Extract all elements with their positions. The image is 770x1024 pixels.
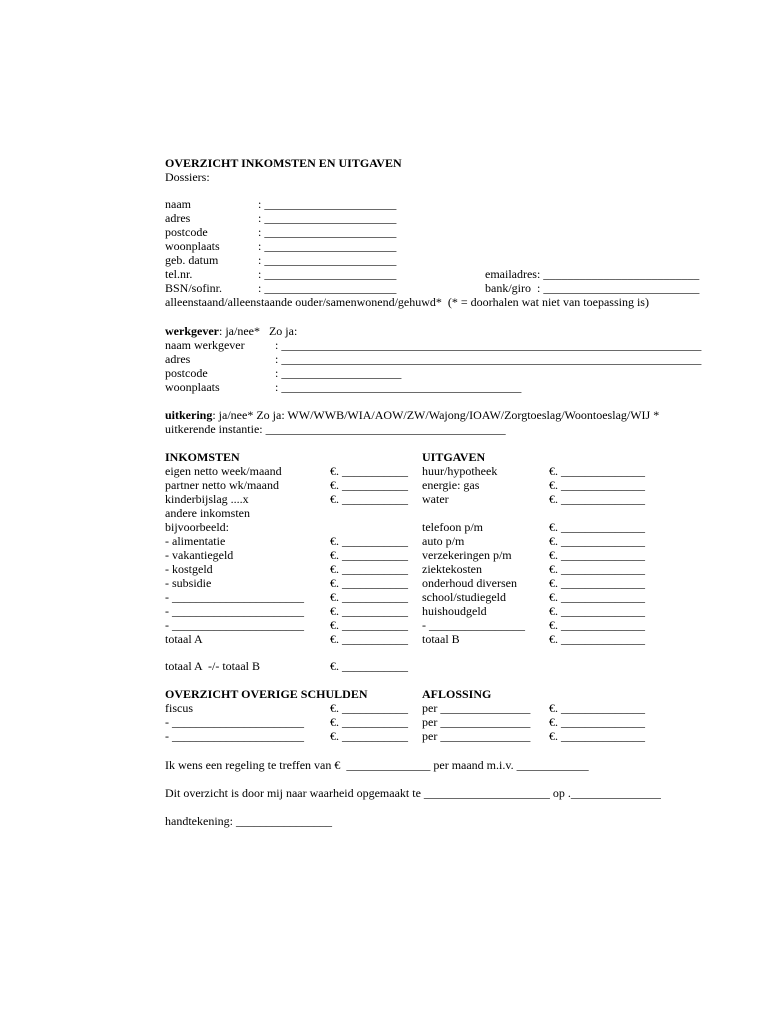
marital-status-text: alleenstaand/alleenstaande ouder/samenwonend/gehuwd* (* = doorhalen wat niet van toepassing is) — [165, 295, 649, 309]
period-field[interactable]: per _______________ — [422, 701, 531, 715]
field-label: naam — [165, 197, 191, 211]
custom-debt-field[interactable]: - ______________________ — [165, 729, 304, 743]
field-label: BSN/sofinr. — [165, 281, 223, 295]
balance-label: totaal A -/- totaal B — [165, 659, 260, 673]
city-field[interactable]: : ______________________ — [258, 239, 397, 253]
list-item: onderhoud diversen — [422, 576, 517, 590]
dossiers-label: Dossiers: — [165, 170, 210, 184]
list-item: - subsidie — [165, 576, 212, 590]
birthdate-field[interactable]: : ______________________ — [258, 253, 397, 267]
benefit-heading-line — [165, 408, 659, 422]
amount-field[interactable]: €. ___________ — [330, 534, 408, 548]
field-label: naam werkgever — [165, 338, 245, 352]
amount-field[interactable]: €. ______________ — [549, 618, 645, 632]
page-title: OVERZICHT INKOMSTEN EN UITGAVEN — [165, 156, 402, 170]
total-b-field[interactable]: €. ______________ — [549, 632, 645, 646]
benefit-heading: uitkering — [165, 408, 213, 422]
list-item: bijvoorbeeld: — [165, 520, 229, 534]
total-b-label: totaal B — [422, 632, 460, 646]
debts-heading: OVERZICHT OVERIGE SCHULDEN — [165, 687, 368, 701]
repayment-heading: AFLOSSING — [422, 687, 492, 701]
amount-field[interactable]: €. ______________ — [549, 729, 645, 743]
custom-expense-field[interactable]: - ________________ — [422, 618, 525, 632]
employer-question: : ja/nee* Zo ja: — [218, 324, 298, 338]
total-a-label: totaal A — [165, 632, 203, 646]
postcode-field[interactable]: : ______________________ — [258, 225, 397, 239]
income-heading: INKOMSTEN — [165, 450, 240, 464]
amount-field[interactable]: €. ___________ — [330, 562, 408, 576]
amount-field[interactable]: €. ___________ — [330, 478, 408, 492]
list-item: kinderbijslag ....x — [165, 492, 249, 506]
list-item: ziektekosten — [422, 562, 482, 576]
truth-statement[interactable]: Dit overzicht is door mij naar waarheid opgemaakt te _____________________ op ._______________ — [165, 786, 661, 800]
list-item: huishoudgeld — [422, 604, 487, 618]
list-item: school/studiegeld — [422, 590, 506, 604]
benefit-options: : ja/nee* Zo ja: WW/WWB/WIA/AOW/ZW/Wajong/IOAW/Zorgtoeslag/Woontoeslag/WIJ * — [212, 408, 660, 422]
address-field[interactable]: : ______________________ — [258, 211, 397, 225]
field-label: woonplaats — [165, 380, 220, 394]
custom-income-field[interactable]: - ______________________ — [165, 604, 304, 618]
amount-field[interactable]: €. ______________ — [549, 534, 645, 548]
employer-heading-line — [165, 324, 297, 338]
list-item: fiscus — [165, 701, 193, 715]
amount-field[interactable]: €. ___________ — [330, 701, 408, 715]
custom-debt-field[interactable]: - ______________________ — [165, 715, 304, 729]
phone-field[interactable]: : ______________________ — [258, 267, 397, 281]
amount-field[interactable]: €. ______________ — [549, 604, 645, 618]
list-item: verzekeringen p/m — [422, 548, 512, 562]
field-label: adres — [165, 211, 191, 225]
amount-field[interactable]: €. ______________ — [549, 576, 645, 590]
period-field[interactable]: per _______________ — [422, 715, 531, 729]
amount-field[interactable]: €. ______________ — [549, 548, 645, 562]
arrangement-statement[interactable]: Ik wens een regeling te treffen van € ______________ per maand m.i.v. ____________ — [165, 758, 589, 772]
field-label: postcode — [165, 366, 208, 380]
amount-field[interactable]: €. ______________ — [549, 715, 645, 729]
amount-field[interactable]: €. ______________ — [549, 464, 645, 478]
amount-field[interactable]: €. ______________ — [549, 590, 645, 604]
amount-field[interactable]: €. ___________ — [330, 590, 408, 604]
amount-field[interactable]: €. ___________ — [330, 492, 408, 506]
amount-field[interactable]: €. ___________ — [330, 464, 408, 478]
signature-field[interactable]: handtekening: ________________ — [165, 814, 332, 828]
employer-address-field[interactable]: : ______________________________________________________________________ — [275, 352, 702, 366]
amount-field[interactable]: €. ___________ — [330, 715, 408, 729]
amount-field[interactable]: €. ______________ — [549, 492, 645, 506]
employer-name-field[interactable]: : ______________________________________________________________________ — [275, 338, 702, 352]
amount-field[interactable]: €. ______________ — [549, 520, 645, 534]
total-a-field[interactable]: €. ___________ — [330, 632, 408, 646]
name-field[interactable]: : ______________________ — [258, 197, 397, 211]
list-item: - alimentatie — [165, 534, 226, 548]
field-label: postcode — [165, 225, 208, 239]
amount-field[interactable]: €. ___________ — [330, 548, 408, 562]
list-item: telefoon p/m — [422, 520, 483, 534]
amount-field[interactable]: €. ___________ — [330, 576, 408, 590]
field-label: adres — [165, 352, 191, 366]
amount-field[interactable]: €. ______________ — [549, 562, 645, 576]
employer-heading: werkgever — [165, 324, 219, 338]
expenses-heading: UITGAVEN — [422, 450, 486, 464]
amount-field[interactable]: €. ___________ — [330, 618, 408, 632]
list-item: partner netto wk/maand — [165, 478, 279, 492]
list-item: huur/hypotheek — [422, 464, 498, 478]
list-item: andere inkomsten — [165, 506, 250, 520]
list-item: auto p/m — [422, 534, 465, 548]
field-label: geb. datum — [165, 253, 219, 267]
list-item: energie: gas — [422, 478, 480, 492]
bank-field[interactable]: bank/giro : __________________________ — [485, 281, 700, 295]
bsn-field[interactable]: : ______________________ — [258, 281, 397, 295]
field-label: tel.nr. — [165, 267, 193, 281]
amount-field[interactable]: €. ___________ — [330, 729, 408, 743]
employer-city-field[interactable]: : ________________________________________ — [275, 380, 522, 394]
email-field[interactable]: emailadres: __________________________ — [485, 267, 700, 281]
benefit-agency-field[interactable]: uitkerende instantie: ________________________________________ — [165, 422, 506, 436]
list-item: eigen netto week/maand — [165, 464, 282, 478]
field-label: woonplaats — [165, 239, 220, 253]
custom-income-field[interactable]: - ______________________ — [165, 590, 304, 604]
balance-field[interactable]: €. ___________ — [330, 659, 408, 673]
employer-postcode-field[interactable]: : ____________________ — [275, 366, 402, 380]
custom-income-field[interactable]: - ______________________ — [165, 618, 304, 632]
list-item: water — [422, 492, 449, 506]
amount-field[interactable]: €. ___________ — [330, 604, 408, 618]
list-item: - vakantiegeld — [165, 548, 234, 562]
list-item: - kostgeld — [165, 562, 213, 576]
period-field[interactable]: per _______________ — [422, 729, 531, 743]
amount-field[interactable]: €. ______________ — [549, 701, 645, 715]
amount-field[interactable]: €. ______________ — [549, 478, 645, 492]
